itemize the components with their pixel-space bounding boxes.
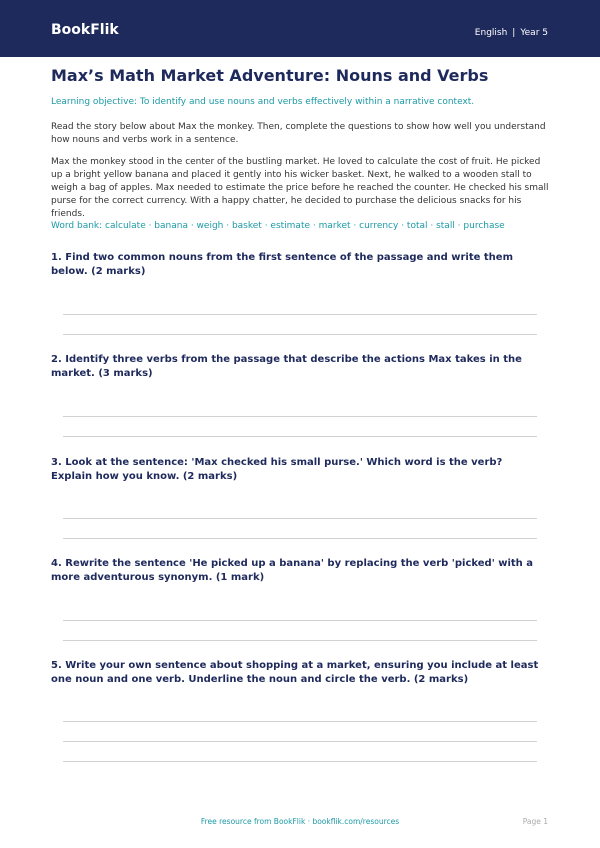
answer-line[interactable] — [63, 518, 537, 519]
answer-line[interactable] — [63, 761, 537, 762]
answer-line[interactable] — [63, 436, 537, 437]
footer-credit[interactable]: Free resource from BookFlik · bookflik.com/resources — [200, 817, 400, 826]
header-bar — [0, 0, 600, 57]
answer-line[interactable] — [63, 721, 537, 722]
page-number: Page 1 — [522, 817, 548, 826]
year-label: Year 5 — [520, 28, 548, 38]
worksheet-title: Max’s Math Market Adventure: Nouns and Verbs — [51, 66, 489, 85]
question-4: 4. Rewrite the sentence 'He picked up a banana' by replacing the verb 'picked' with a more adventurous synonym. (1 mark) — [51, 558, 534, 583]
answer-line[interactable] — [63, 334, 537, 335]
question-2: 2. Identify three verbs from the passage that describe the actions Max takes in the market. (3 marks) — [51, 354, 522, 379]
subject-year-label — [475, 28, 548, 38]
answer-line[interactable] — [63, 538, 537, 539]
word-bank: Word bank: calculate · banana · weigh · basket · estimate · market · currency · total · stall · purchase — [51, 221, 505, 231]
question-3: 3. Look at the sentence: 'Max checked his small purse.' Which word is the verb? Explain how you know. (2 marks) — [51, 457, 503, 482]
answer-line[interactable] — [63, 620, 537, 621]
question-5: 5. Write your own sentence about shopping at a market, ensuring you include at least one noun and one verb. Underline the noun and circle the verb. (2 marks) — [51, 660, 539, 685]
brand-logo-text[interactable]: BookFlik — [51, 22, 119, 38]
answer-line[interactable] — [63, 640, 537, 641]
meta-separator: | — [512, 28, 516, 38]
learning-objective: Learning objective: To identify and use nouns and verbs effectively within a narrative context. — [51, 97, 475, 107]
answer-line[interactable] — [63, 314, 537, 315]
instructions-paragraph: Read the story below about Max the monkey. Then, complete the questions to show how well you understand how nouns and verbs work in a sentence. — [51, 122, 546, 145]
subject-label: English — [474, 28, 508, 38]
story-passage: Max the monkey stood in the center of the bustling market. He loved to calculate the cost of fruit. He picked up a bright yellow banana and placed it gently into his wicker basket. Next, he walked to a wooden stall to weigh a bag of apples. Max needed to estimate the price before he reached the counter. He checked his small purse for the correct currency. With a happy chatter, he decided to purchase the delicious snacks for his friends. — [51, 157, 549, 219]
answer-line[interactable] — [63, 416, 537, 417]
answer-line[interactable] — [63, 741, 537, 742]
question-1: 1. Find two common nouns from the first sentence of the passage and write them below. (2 marks) — [51, 252, 513, 277]
